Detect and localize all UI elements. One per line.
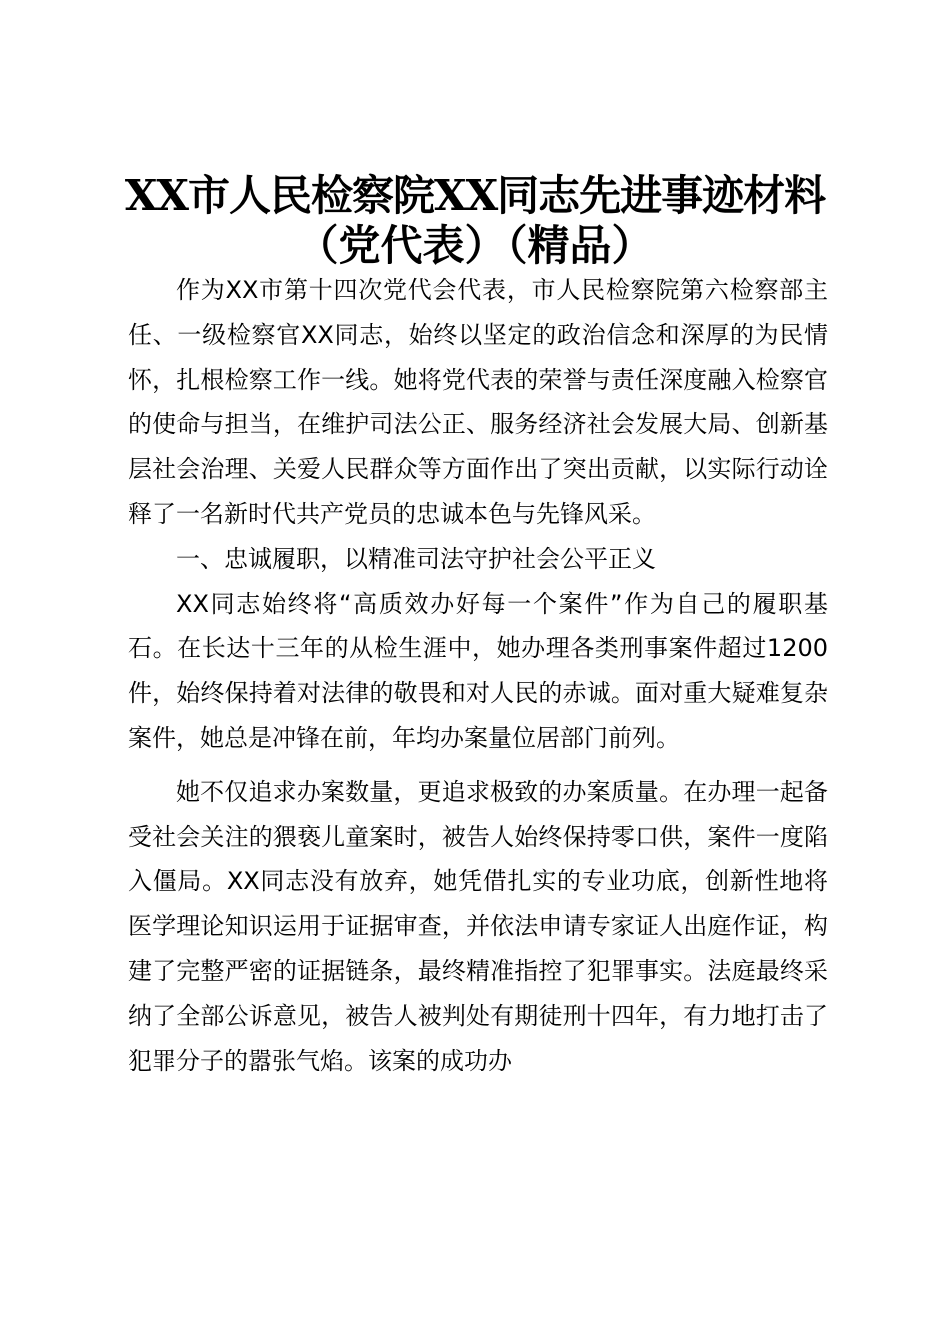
body-paragraph: 她不仅追求办案数量，更追求极致的办案质量。在办理一起备受社会关注的猥亵儿童案时，被告人始终保持零口供，案件一度陷入僵局。XX同志没有放弃，她凭借扎实的专业功底，创新性地将医学理论知识运用于证据审查，并依法申请专家证人出庭作证，构建了完整严密的证据链条，最终精准指控了犯罪事实。法庭最终采纳了全部公诉意见，被告人被判处有期徒刑十四年，有力地打击了犯罪分子的嚣张气焰。该案的成功办: [128, 777, 828, 1075]
document-body: [128, 268, 828, 1083]
document-title-line-1: XX市人民检察院XX同志先进事迹材料: [124, 171, 826, 220]
intro-paragraph: 作为XX市第十四次党代会代表，市人民检察院第六检察部主任、一级检察官XX同志，始终以坚定的政治信念和深厚的为民情怀，扎根检察工作一线。她将党代表的荣誉与责任深度融入检察官的使命与担当，在维护司法公正、服务经济社会发展大局、创新基层社会治理、关爱人民群众等方面作出了突出贡献，以实际行动诠释了一名新时代共产党员的忠诚本色与先锋风采。: [128, 276, 828, 528]
document-title-line-2: （党代表）（精品）: [296, 221, 654, 270]
section-heading: 一、忠诚履职，以精准司法守护社会公平正义: [176, 544, 656, 573]
body-paragraph: XX同志始终将“高质效办好每一个案件”作为自己的履职基石。在长达十三年的从检生涯中，她办理各类刑事案件超过1200件，始终保持着对法律的敬畏和对人民的赤诚。面对重大疑难复杂案件，她总是冲锋在前，年均办案量位居部门前列。: [128, 589, 828, 752]
